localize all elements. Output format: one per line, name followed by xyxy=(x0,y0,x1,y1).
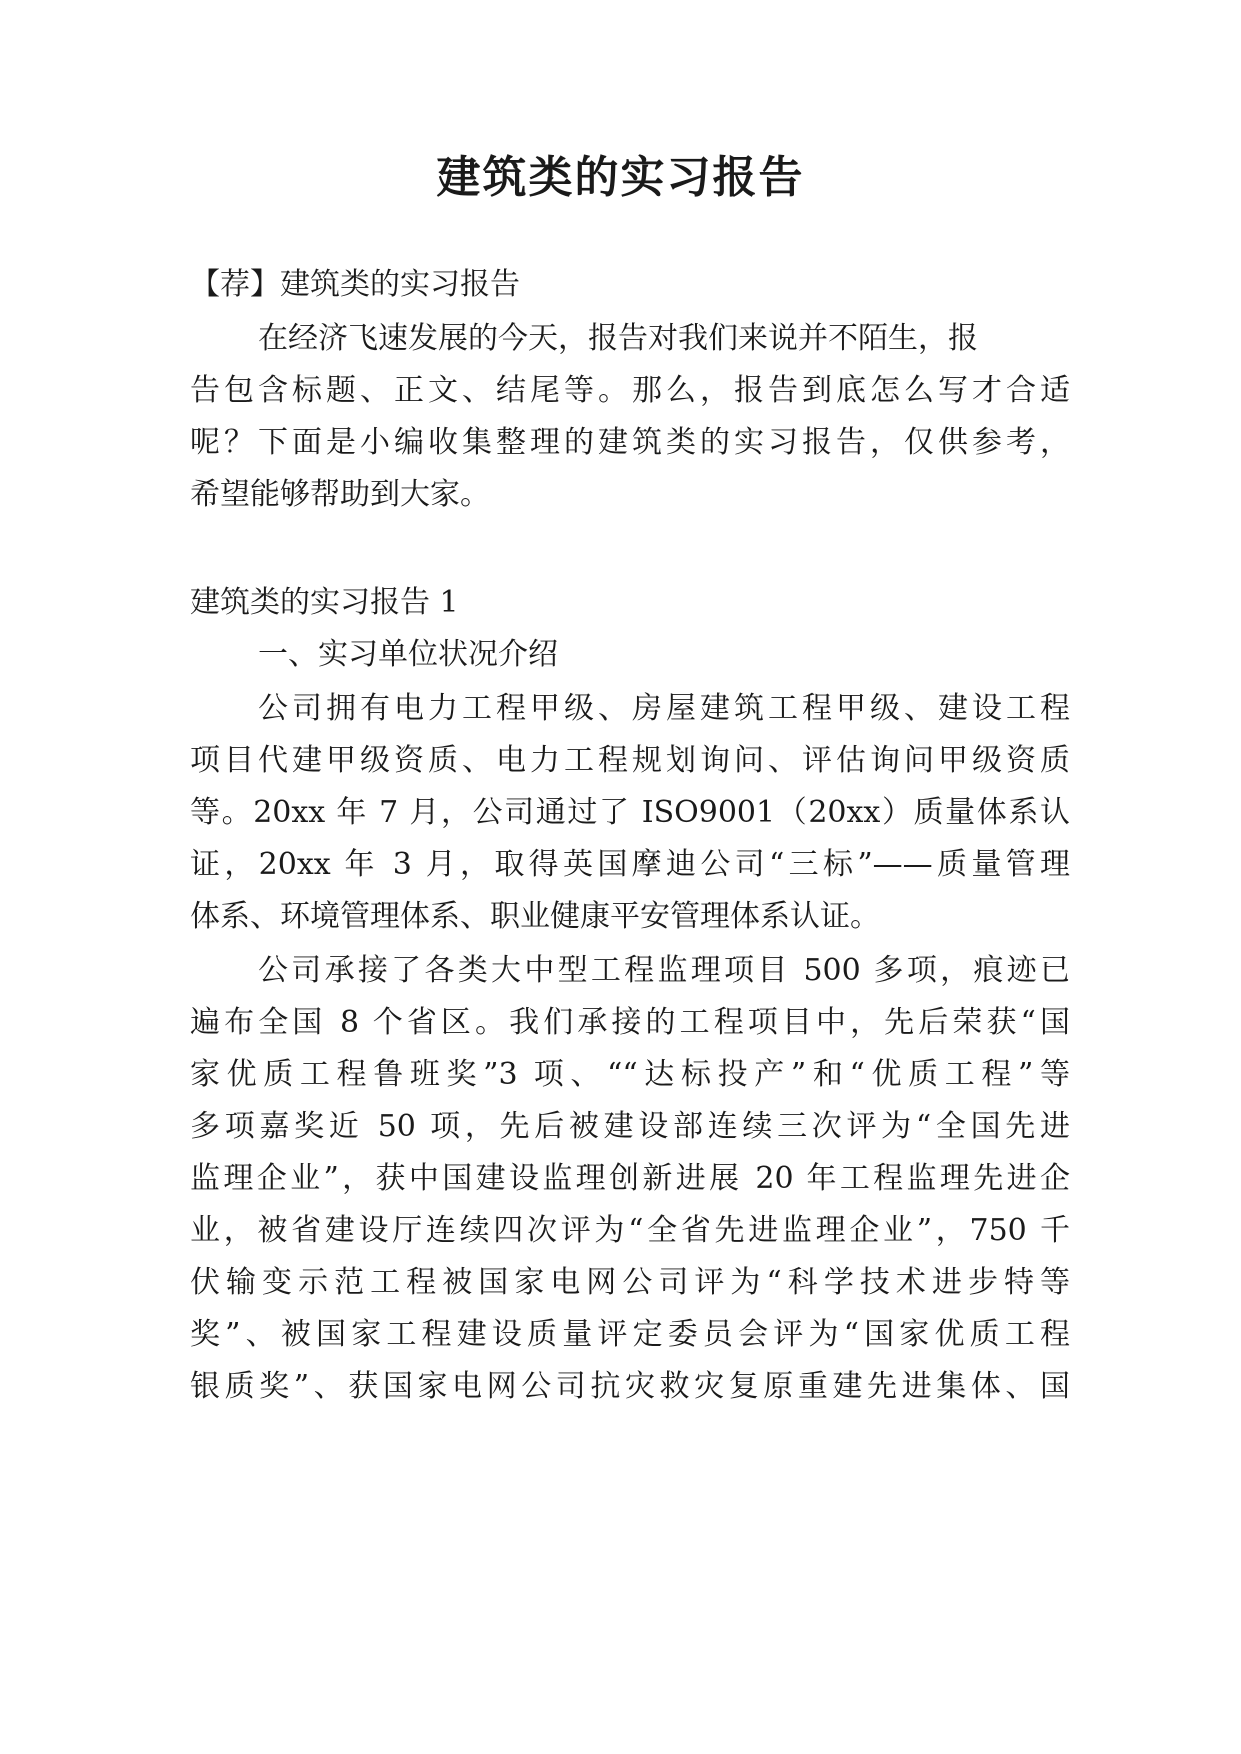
paragraph-line: 业，被省建设厅连续四次评为“全省先进监理企业”，750 千 xyxy=(190,1213,1070,1248)
paragraph-line: 遍布全国 8 个省区。我们承接的工程项目中，先后荣获“国 xyxy=(190,1005,1070,1040)
document-title: 建筑类的实习报告 xyxy=(436,152,805,203)
paragraph-line: 伏输变示范工程被国家电网公司评为“科学技术进步特等 xyxy=(190,1265,1070,1300)
paragraph-line: 希望能够帮助到大家。 xyxy=(190,477,490,512)
paragraph-line: 告包含标题、正文、结尾等。那么，报告到底怎么写才合适 xyxy=(190,373,1070,408)
section-heading: 建筑类的实习报告 1 xyxy=(190,585,459,620)
paragraph-line: 公司拥有电力工程甲级、房屋建筑工程甲级、建设工程 xyxy=(258,691,1070,726)
subsection-heading: 一、实习单位状况介绍 xyxy=(258,637,558,672)
paragraph-line: 多项嘉奖近 50 项，先后被建设部连续三次评为“全国先进 xyxy=(190,1109,1070,1144)
paragraph-line: 银质奖”、获国家电网公司抗灾救灾复原重建先进集体、国 xyxy=(190,1369,1070,1404)
paragraph-line: 证，20xx 年 3 月，取得英国摩迪公司“三标”——质量管理 xyxy=(190,847,1070,882)
paragraph-line: 呢？下面是小编收集整理的建筑类的实习报告，仅供参考， xyxy=(190,425,1070,460)
paragraph-line: 在经济飞速发展的今天，报告对我们来说并不陌生，报 xyxy=(258,321,978,356)
paragraph-line: 奖”、被国家工程建设质量评定委员会评为“国家优质工程 xyxy=(190,1317,1070,1352)
paragraph-line: 监理企业”，获中国建设监理创新进展 20 年工程监理先进企 xyxy=(190,1161,1070,1196)
paragraph-line: 公司承接了各类大中型工程监理项目 500 多项，痕迹已 xyxy=(258,953,1070,988)
paragraph-line: 等。20xx 年 7 月，公司通过了 ISO9001（20xx）质量体系认 xyxy=(190,795,1070,830)
paragraph-line: 家优质工程鲁班奖”3 项、““达标投产”和“优质工程”等 xyxy=(190,1057,1070,1092)
paragraph-line: 体系、环境管理体系、职业健康平安管理体系认证。 xyxy=(190,899,880,934)
intro-heading: 【荐】建筑类的实习报告 xyxy=(190,267,520,302)
paragraph-line: 项目代建甲级资质、电力工程规划询问、评估询问甲级资质 xyxy=(190,743,1070,778)
